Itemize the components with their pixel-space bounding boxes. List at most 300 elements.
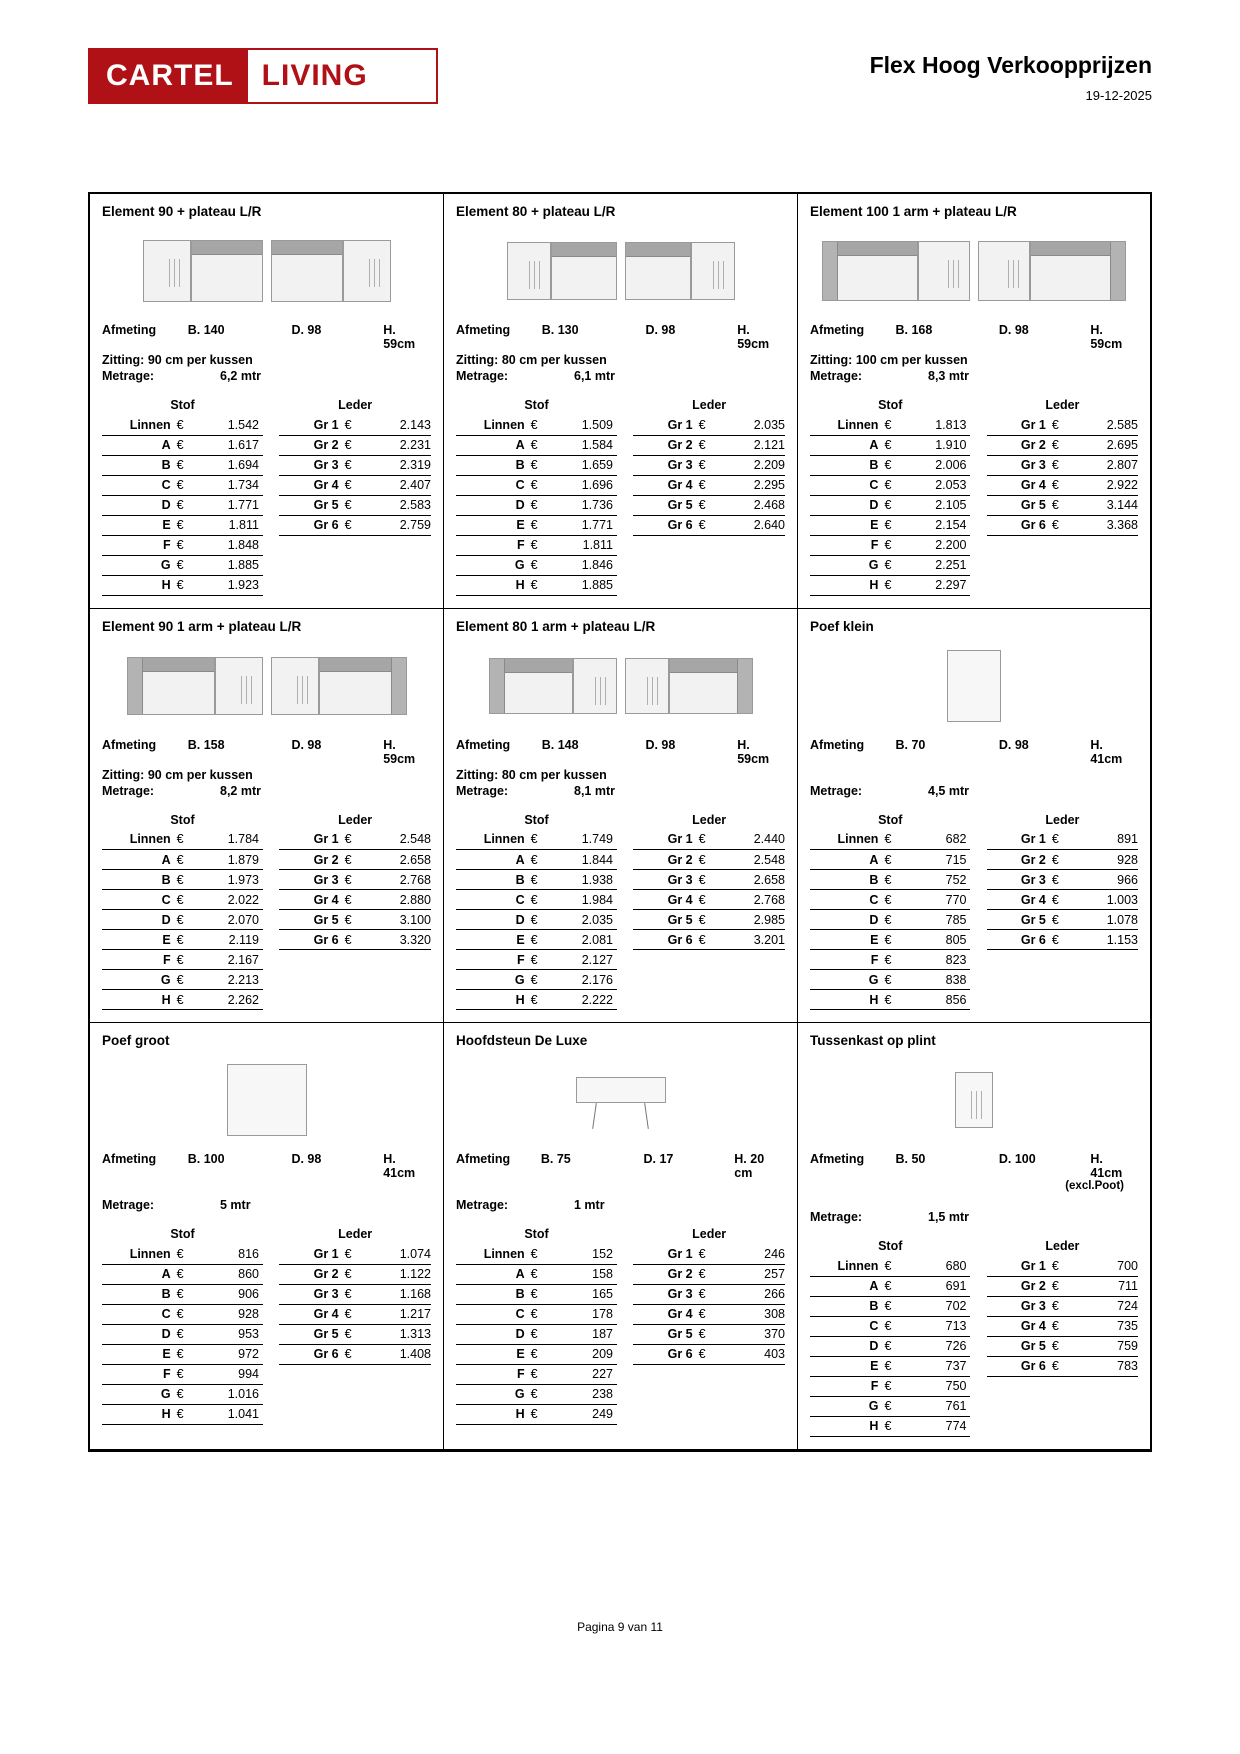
col-header-leder: Leder xyxy=(338,1227,373,1241)
currency-symbol: € xyxy=(531,475,552,495)
col-header-stof: Stof xyxy=(878,1239,903,1253)
product-name: Element 80 + plateau L/R xyxy=(456,204,616,219)
leder-price: 891 xyxy=(1073,830,1138,850)
table-row xyxy=(102,830,431,850)
leder-price: 2.985 xyxy=(720,910,785,930)
leder-grade: Gr 2 xyxy=(633,1264,698,1284)
stof-price: 1.813 xyxy=(905,415,970,435)
stof-grade: Linnen xyxy=(102,415,177,435)
metrage-label: Metrage: xyxy=(810,369,863,383)
currency-symbol: € xyxy=(531,1364,552,1384)
leder-price: 2.548 xyxy=(720,850,785,870)
leder-price: 2.922 xyxy=(1073,475,1138,495)
table-row xyxy=(102,535,431,555)
currency-symbol: € xyxy=(177,1324,198,1344)
currency-symbol: € xyxy=(884,1256,905,1276)
seat-info: Zitting: 90 cm per kussen xyxy=(102,767,253,782)
dimension-depth: D. 100 xyxy=(998,1152,1036,1166)
table-row xyxy=(456,495,785,515)
stof-grade: E xyxy=(456,930,531,950)
stof-grade: G xyxy=(810,555,884,575)
stof-grade: D xyxy=(810,495,884,515)
currency-symbol: € xyxy=(699,850,720,870)
currency-symbol: € xyxy=(345,515,366,535)
currency-symbol: € xyxy=(884,455,905,475)
currency-symbol: € xyxy=(1052,455,1073,475)
price-table xyxy=(456,1226,785,1425)
table-row xyxy=(810,990,1138,1010)
stof-grade: D xyxy=(102,495,177,515)
stof-price: 726 xyxy=(905,1336,970,1356)
table-row xyxy=(810,455,1138,475)
leder-price: 370 xyxy=(720,1324,785,1344)
dimension-depth: D. 98 xyxy=(998,737,1029,752)
currency-symbol: € xyxy=(884,435,905,455)
currency-symbol: € xyxy=(1052,1316,1073,1336)
seat-info-empty xyxy=(456,1182,785,1196)
furniture-module xyxy=(319,657,407,715)
stof-price: 1.696 xyxy=(552,475,617,495)
currency-symbol: € xyxy=(884,1296,905,1316)
currency-symbol: € xyxy=(345,455,366,475)
currency-symbol: € xyxy=(1052,435,1073,455)
stof-price: 1.973 xyxy=(198,870,263,890)
stof-price: 906 xyxy=(198,1284,263,1304)
stof-grade: D xyxy=(456,495,531,515)
currency-symbol: € xyxy=(177,1384,198,1404)
currency-symbol: € xyxy=(177,1244,198,1264)
product-illustration xyxy=(810,223,1138,319)
col-header-leder: Leder xyxy=(1045,812,1080,827)
product-cell xyxy=(798,1023,1150,1450)
dimension-height: H. 59cm xyxy=(1090,323,1123,351)
currency-symbol: € xyxy=(531,1244,552,1264)
dimensions xyxy=(810,738,1138,766)
table-row xyxy=(456,970,785,990)
document-date: 19-12-2025 xyxy=(1085,88,1152,103)
col-header-leder: Leder xyxy=(338,812,373,827)
stof-grade: C xyxy=(456,890,531,910)
dimension-height: H. 59cm xyxy=(383,737,416,766)
dimension-width: B. 70 xyxy=(895,737,926,752)
stof-price: 2.105 xyxy=(905,495,970,515)
currency-symbol: € xyxy=(884,495,905,515)
stof-grade: F xyxy=(102,535,177,555)
stof-price: 972 xyxy=(198,1344,263,1364)
leder-grade: Gr 1 xyxy=(987,830,1052,850)
seat-info: Zitting: 80 cm per kussen xyxy=(456,767,607,782)
stof-price: 187 xyxy=(552,1324,617,1344)
stof-grade: Linnen xyxy=(810,830,884,850)
table-row xyxy=(810,1356,1138,1376)
table-row xyxy=(810,515,1138,535)
currency-symbol: € xyxy=(884,1376,905,1396)
leder-price: 2.121 xyxy=(720,435,785,455)
stof-grade: G xyxy=(102,1384,177,1404)
leder-grade: Gr 5 xyxy=(279,910,344,930)
furniture-module xyxy=(978,241,1030,301)
currency-symbol: € xyxy=(884,1416,905,1436)
furniture-module xyxy=(215,657,263,715)
price-table xyxy=(810,812,1138,1011)
stof-price: 1.659 xyxy=(552,455,617,475)
product-name: Element 80 1 arm + plateau L/R xyxy=(456,618,656,634)
product-illustration xyxy=(456,638,785,734)
price-table xyxy=(102,812,431,1011)
currency-symbol: € xyxy=(177,575,198,595)
leder-price: 2.768 xyxy=(366,870,431,890)
leder-price: 759 xyxy=(1073,1336,1138,1356)
stof-price: 2.035 xyxy=(552,910,617,930)
leder-grade: Gr 1 xyxy=(987,415,1052,435)
stof-price: 1.734 xyxy=(198,475,263,495)
table-row xyxy=(810,1376,1138,1396)
metrage-value: 5 mtr xyxy=(220,1198,251,1212)
currency-symbol: € xyxy=(531,1264,552,1284)
stof-price: 2.200 xyxy=(905,535,970,555)
furniture-module xyxy=(343,240,391,302)
stof-grade: H xyxy=(456,1404,531,1424)
product-name: Poef groot xyxy=(102,1033,170,1048)
stof-grade: B xyxy=(456,870,531,890)
leder-price: 2.468 xyxy=(720,495,785,515)
currency-symbol: € xyxy=(699,1264,720,1284)
product-illustration xyxy=(102,223,431,319)
dimension-depth: D. 98 xyxy=(998,323,1029,337)
leder-grade: Gr 5 xyxy=(633,1324,698,1344)
leder-price: 308 xyxy=(720,1304,785,1324)
stof-grade: D xyxy=(456,1324,531,1344)
stof-price: 1.016 xyxy=(198,1384,263,1404)
leder-price: 3.368 xyxy=(1073,515,1138,535)
stof-grade: G xyxy=(102,970,177,990)
stof-price: 928 xyxy=(198,1304,263,1324)
leder-grade: Gr 5 xyxy=(279,495,344,515)
leder-grade: Gr 5 xyxy=(633,495,698,515)
table-row xyxy=(456,930,785,950)
leder-grade: Gr 1 xyxy=(279,1244,344,1264)
stof-grade: B xyxy=(102,870,177,890)
stof-grade: H xyxy=(456,990,531,1010)
metrage-row xyxy=(102,784,431,798)
col-header-leder: Leder xyxy=(692,398,727,412)
currency-symbol: € xyxy=(177,1304,198,1324)
table-row xyxy=(810,1336,1138,1356)
stof-price: 737 xyxy=(905,1356,970,1376)
stof-price: 1.910 xyxy=(905,435,970,455)
stof-price: 1.879 xyxy=(198,850,263,870)
currency-symbol: € xyxy=(531,870,552,890)
stof-grade: Linnen xyxy=(102,1244,177,1264)
metrage-row xyxy=(102,1198,431,1212)
currency-symbol: € xyxy=(177,1284,198,1304)
table-row xyxy=(456,435,785,455)
stof-price: 249 xyxy=(552,1404,617,1424)
currency-symbol: € xyxy=(177,415,198,435)
leder-price: 2.440 xyxy=(720,830,785,850)
stof-price: 2.297 xyxy=(905,575,970,595)
currency-symbol: € xyxy=(531,850,552,870)
leder-price: 1.003 xyxy=(1073,890,1138,910)
currency-symbol: € xyxy=(177,1344,198,1364)
dimensions xyxy=(102,1152,431,1180)
dimension-label: Afmeting xyxy=(456,737,511,752)
currency-symbol: € xyxy=(1052,1296,1073,1316)
stof-grade: H xyxy=(102,990,177,1010)
stof-grade: Linnen xyxy=(810,1256,884,1276)
seat-info-empty xyxy=(810,768,1138,782)
currency-symbol: € xyxy=(1052,475,1073,495)
dimension-label: Afmeting xyxy=(456,1152,511,1166)
table-row xyxy=(102,1304,431,1324)
table-row xyxy=(810,435,1138,455)
leder-price: 1.408 xyxy=(366,1344,431,1364)
table-row xyxy=(102,455,431,475)
dimension-depth: D. 98 xyxy=(291,323,322,337)
stof-price: 816 xyxy=(198,1244,263,1264)
table-row xyxy=(456,415,785,435)
metrage-value: 8,1 mtr xyxy=(574,783,615,798)
table-row xyxy=(456,890,785,910)
table-row xyxy=(810,1276,1138,1296)
page-title: Flex Hoog Verkoopprijzen xyxy=(869,52,1152,78)
product-illustration xyxy=(456,223,785,319)
table-row xyxy=(456,575,785,595)
currency-symbol: € xyxy=(531,455,552,475)
table-row xyxy=(102,415,431,435)
leder-price: 403 xyxy=(720,1344,785,1364)
currency-symbol: € xyxy=(884,475,905,495)
leder-grade: Gr 4 xyxy=(279,1304,344,1324)
furniture-module xyxy=(507,242,551,300)
metrage-row xyxy=(456,369,785,383)
stof-price: 2.262 xyxy=(198,990,263,1010)
furniture-module xyxy=(691,242,735,300)
currency-symbol: € xyxy=(531,1304,552,1324)
leder-grade: Gr 2 xyxy=(279,850,344,870)
currency-symbol: € xyxy=(1052,415,1073,435)
table-row xyxy=(102,910,431,930)
stof-grade: G xyxy=(810,970,884,990)
stof-grade: H xyxy=(456,575,531,595)
seam-lines xyxy=(1008,260,1022,288)
stof-grade: B xyxy=(810,1296,884,1316)
brand-logo xyxy=(88,48,438,104)
currency-symbol: € xyxy=(345,1324,366,1344)
product-name: Element 100 1 arm + plateau L/R xyxy=(810,204,1017,219)
furniture-module xyxy=(1030,241,1126,301)
leder-grade: Gr 3 xyxy=(987,1296,1052,1316)
table-row xyxy=(102,555,431,575)
furniture-module xyxy=(551,242,617,300)
currency-symbol: € xyxy=(531,415,552,435)
stof-price: 2.251 xyxy=(905,555,970,575)
furniture-module xyxy=(822,241,918,301)
currency-symbol: € xyxy=(531,1404,552,1424)
table-row xyxy=(102,1244,431,1264)
currency-symbol: € xyxy=(1052,910,1073,930)
table-row xyxy=(456,1284,785,1304)
leder-grade: Gr 2 xyxy=(633,435,698,455)
stof-grade: A xyxy=(810,1276,884,1296)
leder-grade: Gr 3 xyxy=(279,455,344,475)
stof-grade: A xyxy=(102,1264,177,1284)
stof-price: 1.542 xyxy=(198,415,263,435)
table-row xyxy=(810,830,1138,850)
seat-info: Zitting: 80 cm per kussen xyxy=(456,353,607,367)
table-row xyxy=(456,475,785,495)
leder-grade: Gr 6 xyxy=(279,1344,344,1364)
stof-price: 1.846 xyxy=(552,555,617,575)
stof-grade: G xyxy=(456,555,531,575)
stof-grade: A xyxy=(810,435,884,455)
currency-symbol: € xyxy=(1052,1356,1073,1376)
currency-symbol: € xyxy=(699,495,720,515)
currency-symbol: € xyxy=(531,435,552,455)
leder-grade: Gr 1 xyxy=(633,1244,698,1264)
logo-text-primary: CARTEL xyxy=(90,50,248,102)
col-header-stof: Stof xyxy=(170,1227,195,1241)
currency-symbol: € xyxy=(884,535,905,555)
dimension-label: Afmeting xyxy=(456,323,511,337)
furniture-module xyxy=(271,657,319,715)
seam-lines xyxy=(647,677,661,705)
currency-symbol: € xyxy=(345,1264,366,1284)
dimension-width: B. 148 xyxy=(541,737,579,752)
page-footer: Pagina 9 van 11 xyxy=(577,1620,663,1634)
metrage-row xyxy=(810,1210,1138,1224)
currency-symbol: € xyxy=(345,850,366,870)
table-row xyxy=(456,1404,785,1424)
leder-grade: Gr 3 xyxy=(633,455,698,475)
currency-symbol: € xyxy=(345,870,366,890)
dimension-width: B. 100 xyxy=(187,1152,225,1166)
leder-price: 2.585 xyxy=(1073,415,1138,435)
currency-symbol: € xyxy=(345,830,366,850)
stof-grade: H xyxy=(810,1416,884,1436)
furniture-module xyxy=(918,241,970,301)
leder-price: 2.658 xyxy=(720,870,785,890)
metrage-label: Metrage: xyxy=(810,1210,863,1224)
stof-price: 774 xyxy=(905,1416,970,1436)
currency-symbol: € xyxy=(699,930,720,950)
stof-grade: G xyxy=(102,555,177,575)
table-row xyxy=(456,870,785,890)
stof-grade: A xyxy=(456,435,531,455)
table-row xyxy=(102,1344,431,1364)
currency-symbol: € xyxy=(884,910,905,930)
table-row xyxy=(456,555,785,575)
stof-price: 1.811 xyxy=(552,535,617,555)
table-row xyxy=(810,535,1138,555)
stof-price: 1.885 xyxy=(198,555,263,575)
leder-grade: Gr 1 xyxy=(279,415,344,435)
dimensions xyxy=(810,1152,1138,1180)
seam-lines xyxy=(948,260,962,288)
leder-price: 2.695 xyxy=(1073,435,1138,455)
currency-symbol: € xyxy=(177,455,198,475)
currency-symbol: € xyxy=(884,930,905,950)
stof-price: 953 xyxy=(198,1324,263,1344)
currency-symbol: € xyxy=(345,415,366,435)
dimension-height: H. 59cm xyxy=(737,323,770,351)
currency-symbol: € xyxy=(699,1244,720,1264)
stof-price: 158 xyxy=(552,1264,617,1284)
currency-symbol: € xyxy=(699,1344,720,1364)
currency-symbol: € xyxy=(699,455,720,475)
leder-price: 246 xyxy=(720,1244,785,1264)
stof-grade: A xyxy=(102,850,177,870)
stof-price: 2.022 xyxy=(198,890,263,910)
currency-symbol: € xyxy=(177,515,198,535)
metrage-label: Metrage: xyxy=(102,369,155,383)
dimensions xyxy=(456,1152,785,1180)
dimension-label: Afmeting xyxy=(102,1152,157,1166)
stof-price: 2.081 xyxy=(552,930,617,950)
currency-symbol: € xyxy=(1052,830,1073,850)
stof-price: 2.070 xyxy=(198,910,263,930)
dimensions xyxy=(456,738,785,766)
stof-price: 823 xyxy=(905,950,970,970)
stof-price: 2.119 xyxy=(198,930,263,950)
leder-grade: Gr 1 xyxy=(633,830,698,850)
currency-symbol: € xyxy=(699,475,720,495)
product-cell xyxy=(444,194,798,609)
currency-symbol: € xyxy=(531,990,552,1010)
currency-symbol: € xyxy=(884,515,905,535)
leder-price: 2.880 xyxy=(366,890,431,910)
leder-grade: Gr 4 xyxy=(633,890,698,910)
currency-symbol: € xyxy=(531,495,552,515)
leder-grade: Gr 5 xyxy=(987,495,1052,515)
currency-symbol: € xyxy=(531,535,552,555)
stof-price: 1.771 xyxy=(552,515,617,535)
table-row xyxy=(810,870,1138,890)
seat-info: Zitting: 90 cm per kussen xyxy=(102,353,253,367)
currency-symbol: € xyxy=(884,870,905,890)
leder-price: 266 xyxy=(720,1284,785,1304)
table-row xyxy=(456,1344,785,1364)
leder-grade: Gr 4 xyxy=(987,890,1052,910)
table-row xyxy=(810,575,1138,595)
stof-grade: Linnen xyxy=(810,415,884,435)
stof-price: 2.167 xyxy=(198,950,263,970)
leder-price: 1.078 xyxy=(1073,910,1138,930)
stof-price: 805 xyxy=(905,930,970,950)
stof-grade: E xyxy=(102,1344,177,1364)
seam-lines xyxy=(713,261,727,289)
stof-grade: F xyxy=(456,535,531,555)
currency-symbol: € xyxy=(177,555,198,575)
stof-grade: D xyxy=(456,910,531,930)
table-row xyxy=(102,515,431,535)
metrage-label: Metrage: xyxy=(810,783,863,798)
metrage-value: 6,2 mtr xyxy=(220,369,261,383)
metrage-value: 1,5 mtr xyxy=(928,1210,969,1224)
stof-price: 680 xyxy=(905,1256,970,1276)
dimension-note: (excl.Poot) xyxy=(1065,1180,1124,1192)
table-row xyxy=(810,555,1138,575)
table-row xyxy=(102,1284,431,1304)
currency-symbol: € xyxy=(177,970,198,990)
metrage-label: Metrage: xyxy=(456,783,509,798)
stof-grade: C xyxy=(456,1304,531,1324)
pouf-shape xyxy=(947,650,1001,722)
stof-grade: B xyxy=(102,1284,177,1304)
seam-lines xyxy=(369,259,383,287)
currency-symbol: € xyxy=(1052,1256,1073,1276)
furniture-module xyxy=(625,242,691,300)
